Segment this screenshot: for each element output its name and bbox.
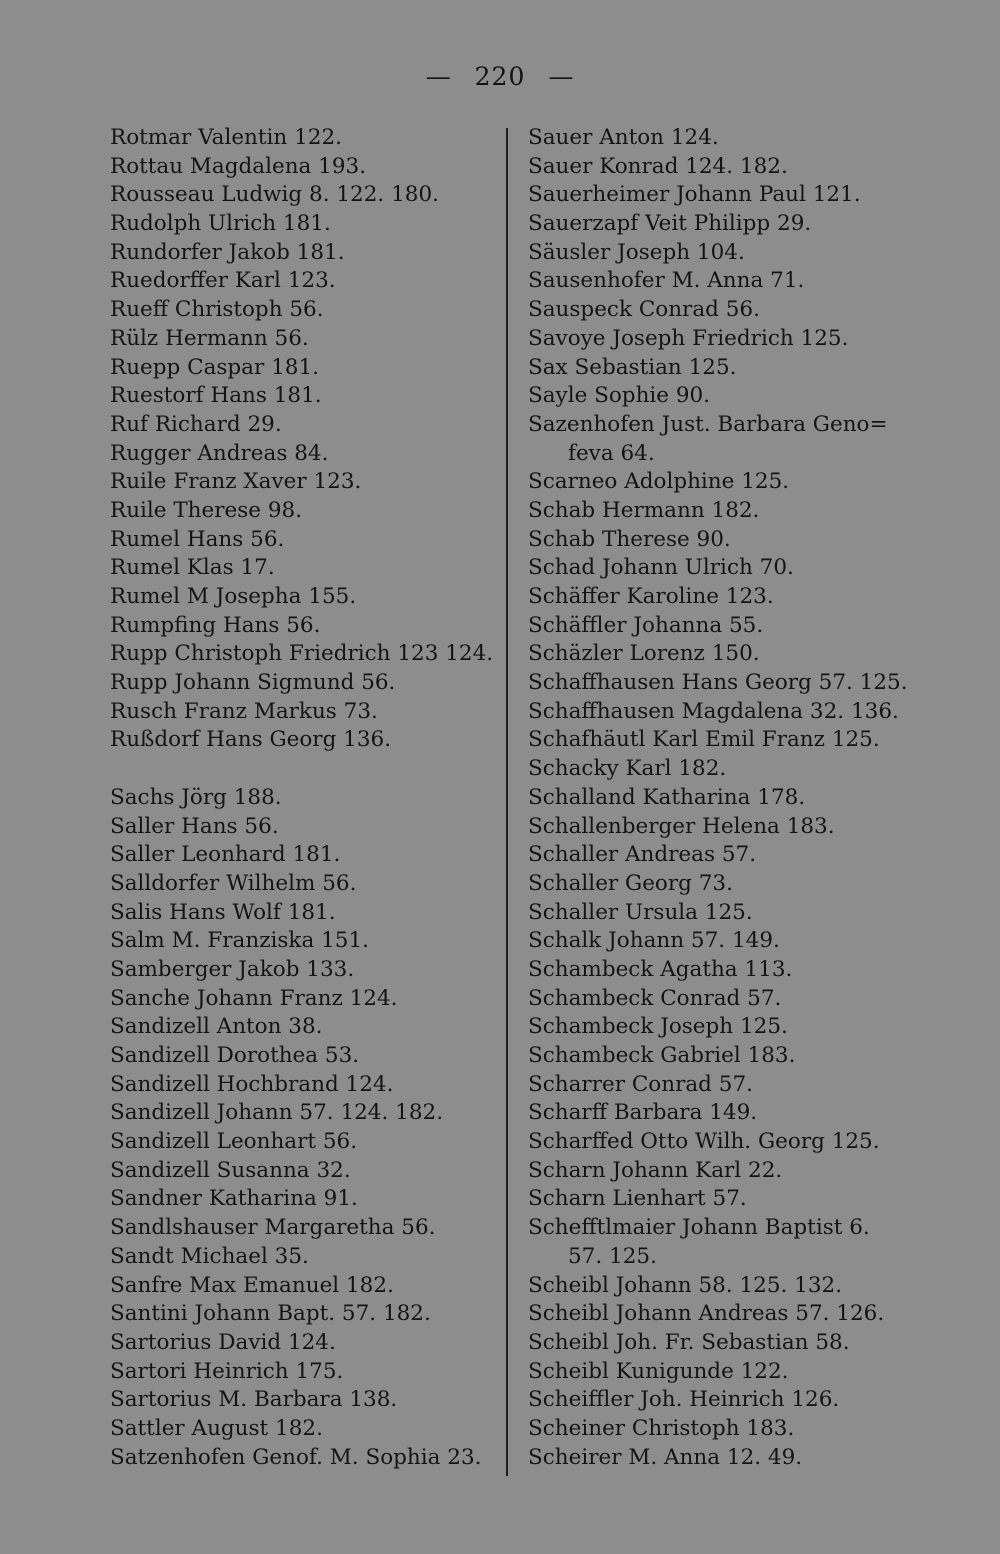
index-entry: Schaller Georg 73.	[528, 870, 733, 896]
index-entry: Rugger Andreas 84.	[110, 440, 329, 466]
index-entry: Rülz Hermann 56.	[110, 325, 309, 351]
index-entry: Rußdorf Hans Georg 136.	[110, 727, 392, 753]
index-entry: Rumpfing Hans 56.	[110, 612, 321, 638]
index-entry: Sandizell Johann 57. 124. 182.	[110, 1100, 444, 1126]
index-entry: Ruestorf Hans 181.	[110, 383, 322, 409]
index-entry: Ruile Therese 98.	[110, 497, 303, 523]
index-entry: Schaller Andreas 57.	[528, 842, 757, 868]
index-entry: Schaller Ursula 125.	[528, 899, 753, 925]
index-column-right	[528, 124, 968, 1472]
index-entry: Schalland Katharina 178.	[528, 784, 806, 810]
index-entry: Sandt Michael 35.	[110, 1243, 309, 1269]
index-entry: Scheiner Christoph 183.	[528, 1415, 795, 1441]
index-entry: Scarneo Adolphine 125.	[528, 469, 790, 495]
page-header	[0, 62, 1000, 91]
index-entry: Sandner Katharina 91.	[110, 1186, 358, 1212]
index-entry: Salldorfer Wilhelm 56.	[110, 870, 357, 896]
index-entry: Sandizell Hochbrand 124.	[110, 1071, 394, 1097]
index-entry: Saller Leonhard 181.	[110, 842, 341, 868]
index-entry: Schäffer Karoline 123.	[528, 584, 774, 609]
index-entry: Sartorius M. Barbara 138.	[110, 1387, 398, 1413]
index-entry: Ruile Franz Xaver 123.	[110, 469, 362, 495]
index-entry: Sandizell Anton 38.	[110, 1014, 323, 1040]
index-entry: Scheibl Johann 58. 125. 132.	[528, 1272, 843, 1298]
index-entry: Sandlshauser Margaretha 56.	[110, 1215, 436, 1241]
index-entry: Rottau Magdalena 193.	[110, 153, 367, 179]
index-entry: Sausenhofer M. Anna 71.	[528, 268, 805, 294]
index-entry: Sanche Johann Franz 124.	[110, 985, 398, 1011]
index-entry: Scharrer Conrad 57.	[528, 1071, 753, 1097]
column-divider	[506, 128, 508, 1476]
index-entry	[110, 755, 495, 784]
index-entry: Schaffhausen Magdalena 32. 136.	[528, 698, 899, 724]
index-entry: Rupp Johann Sigmund 56.	[110, 670, 396, 696]
index-entry: Sax Sebastian 125.	[528, 354, 737, 380]
index-entry: Sartorius David 124.	[110, 1329, 336, 1355]
index-entry: Scharn Johann Karl 22.	[528, 1157, 783, 1183]
index-entry: Schaffhausen Hans Georg 57. 125.	[528, 670, 908, 696]
index-entry: Schambeck Agatha 113.	[528, 956, 793, 982]
index-entry: Sayle Sophie 90.	[528, 383, 711, 409]
index-entry: Schab Hermann 182.	[528, 497, 760, 523]
index-entry: Scheirer M. Anna 12. 49.	[528, 1444, 803, 1470]
index-entry: Satzenhofen Genof. M. Sophia 23.	[110, 1444, 482, 1470]
index-entry: Santini Johann Bapt. 57. 182.	[110, 1301, 431, 1327]
page-number: 220	[474, 62, 526, 91]
index-entry: Scharff Barbara 149.	[528, 1100, 758, 1126]
index-entry: Rundorfer Jakob 181.	[110, 239, 345, 265]
index-entry: Scheibl Joh. Fr. Sebastian 58.	[528, 1329, 850, 1355]
index-entry: Schambeck Gabriel 183.	[528, 1043, 796, 1068]
index-entry: Scharn Lienhart 57.	[528, 1186, 747, 1212]
index-entry: Sauspeck Conrad 56.	[528, 297, 760, 323]
index-entry: Ruf Richard 29.	[110, 411, 282, 437]
index-entry: Sandizell Leonhart 56.	[110, 1129, 358, 1155]
index-entry: Samberger Jakob 133.	[110, 956, 355, 982]
index-entry: Rusch Franz Markus 73.	[110, 698, 378, 724]
index-entry: Sartori Heinrich 175.	[110, 1358, 344, 1384]
header-dash-left: —	[425, 62, 452, 91]
index-entry: Schambeck Joseph 125.	[528, 1014, 788, 1040]
index-entry: Sauerheimer Johann Paul 121.	[528, 182, 861, 208]
header-dash-right: —	[548, 62, 575, 91]
index-entry: Schäffler Johanna 55.	[528, 612, 764, 638]
index-entry: Salis Hans Wolf 181.	[110, 899, 336, 925]
index-entry: Salm M. Franziska 151.	[110, 928, 369, 954]
index-entry: Saller Hans 56.	[110, 813, 279, 839]
index-entry: Scheiffler Joh. Heinrich 126.	[528, 1387, 840, 1413]
index-entry: Rudolph Ulrich 181.	[110, 211, 331, 237]
index-entry: Sandizell Susanna 32.	[110, 1157, 351, 1183]
index-entry: Rotmar Valentin 122.	[110, 125, 342, 150]
index-entry: Rumel Hans 56.	[110, 526, 285, 552]
index-entry: Ruedorffer Karl 123.	[110, 268, 336, 294]
index-entry: Sachs Jörg 188.	[110, 784, 282, 810]
index-entry: Rumel M Josepha 155.	[110, 584, 357, 609]
index-entry: Scheibl Kunigunde 122.	[528, 1358, 789, 1384]
index-entry: feva 64.	[568, 440, 655, 466]
index-entry: Schambeck Conrad 57.	[528, 985, 782, 1011]
index-entry: Rousseau Ludwig 8. 122. 180.	[110, 182, 439, 208]
index-entry: Savoye Joseph Friedrich 125.	[528, 325, 849, 351]
index-entry: Schab Therese 90.	[528, 526, 731, 552]
index-entry: Schäzler Lorenz 150.	[528, 641, 760, 667]
index-entry: Sandizell Dorothea 53.	[110, 1043, 360, 1068]
index-entry: Sazenhofen Just. Barbara Geno=	[528, 411, 888, 437]
index-entry: Schacky Karl 182.	[528, 756, 727, 782]
index-entry: Sauer Konrad 124. 182.	[528, 153, 788, 179]
index-entry: 57. 125.	[568, 1243, 657, 1269]
index-entry: Schefftlmaier Johann Baptist 6.	[528, 1215, 870, 1241]
index-entry: Rumel Klas 17.	[110, 555, 275, 581]
index-entry: Scharffed Otto Wilh. Georg 125.	[528, 1129, 880, 1155]
index-entry: Schallenberger Helena 183.	[528, 813, 835, 839]
index-entry: Schafhäutl Karl Emil Franz 125.	[528, 727, 880, 753]
index-entry: Sattler August 182.	[110, 1415, 323, 1441]
index-entry: Scheibl Johann Andreas 57. 126.	[528, 1301, 885, 1327]
index-entry: Ruepp Caspar 181.	[110, 354, 319, 380]
index-column-left	[110, 124, 495, 1472]
index-entry: Rupp Christoph Friedrich 123 124.	[110, 641, 494, 667]
index-entry: Sauerzapf Veit Philipp 29.	[528, 211, 812, 237]
index-entry: Schad Johann Ulrich 70.	[528, 555, 794, 581]
index-entry: Säusler Joseph 104.	[528, 239, 745, 265]
index-entry: Schalk Johann 57. 149.	[528, 928, 780, 954]
index-entry: Sauer Anton 124.	[528, 125, 719, 150]
index-entry: Sanfre Max Emanuel 182.	[110, 1272, 394, 1298]
index-entry: Rueff Christoph 56.	[110, 297, 324, 323]
